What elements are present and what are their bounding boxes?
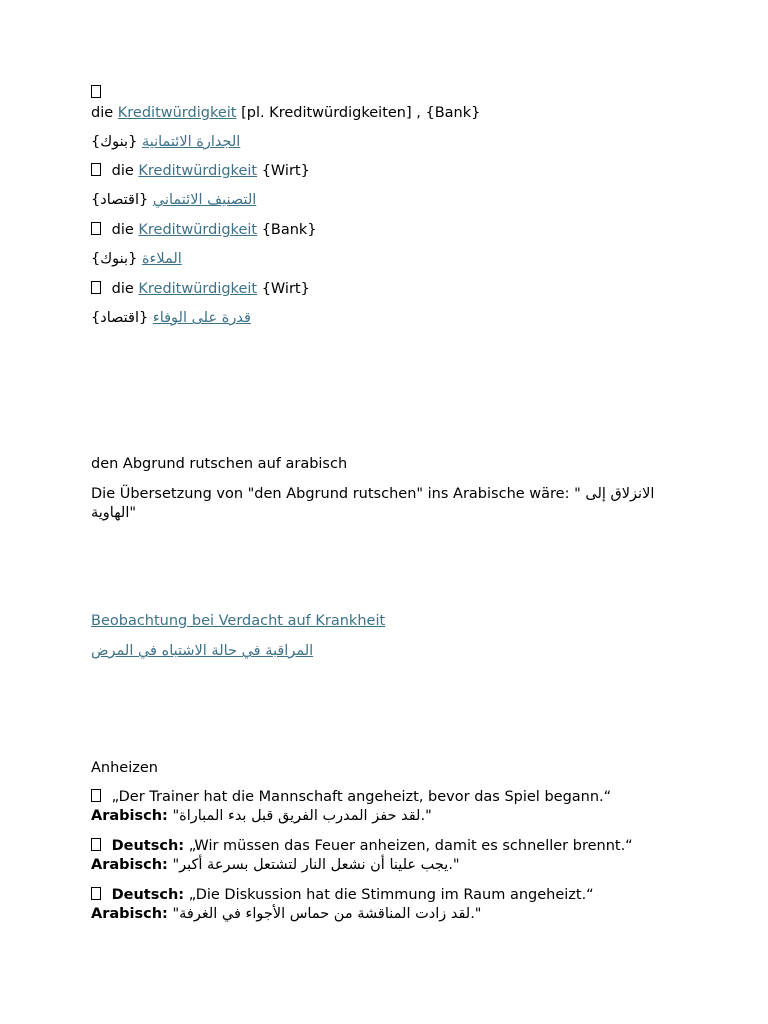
domain-tag: {اقتصاد} (91, 192, 149, 208)
arabic-label: Arabisch: (91, 857, 168, 873)
term-link[interactable]: Kreditwürdigkeit (117, 105, 237, 121)
term-suffix: [pl. Kreditwürdigkeiten] , {Bank} (241, 105, 481, 121)
arabic-label: Arabisch: (91, 808, 168, 824)
example-text-ar: "لقد حفز المدرب الفريق قبل بدء المباراة." (172, 808, 432, 824)
bullet-icon (91, 838, 101, 851)
section-heading-anheizen: Anheizen (91, 760, 158, 776)
phrase-row-ar (91, 642, 681, 661)
domain-tag: {اقتصاد} (91, 310, 149, 326)
entry-row-2 (91, 162, 681, 181)
example-text-de: „Die Diskussion hat die Stimmung im Raum angeheizt.“ (188, 887, 594, 903)
translation-link[interactable]: التصنيف الائتماني (152, 192, 257, 208)
example-3-de (91, 886, 681, 905)
translation-row-4 (91, 309, 681, 328)
example-text-ar: "لقد زادت المناقشة من حماس الأجواء في الغرفة." (172, 906, 482, 922)
article: die (91, 105, 114, 121)
bullet-icon (91, 163, 101, 176)
translation-link[interactable]: قدرة على الوفاء (152, 310, 251, 326)
domain-tag: {بنوك} (91, 134, 138, 150)
entry-row-3 (91, 221, 681, 240)
term-suffix: {Wirt} (261, 163, 310, 179)
phrase-link-de[interactable]: Beobachtung bei Verdacht auf Krankheit (91, 613, 386, 629)
translation-link[interactable]: الملاءة (141, 251, 182, 267)
term-link[interactable]: Kreditwürdigkeit (138, 222, 258, 238)
arabic-label: Arabisch: (91, 906, 168, 922)
bullet-icon (91, 222, 101, 235)
article: die (111, 281, 134, 297)
example-text-ar: "يجب علينا أن نشعل النار لتشتعل بسرعة أكبر." (172, 857, 460, 873)
example-2-de (91, 837, 681, 856)
german-label: Deutsch: (111, 887, 185, 903)
article: die (111, 222, 134, 238)
entry-row-4 (91, 280, 681, 299)
phrase-row-de (91, 612, 681, 631)
term-link[interactable]: Kreditwürdigkeit (138, 163, 258, 179)
translation-row-2 (91, 191, 681, 210)
bullet-icon (91, 789, 101, 802)
example-3-ar (91, 905, 681, 924)
translation-paragraph: Die Übersetzung von "den Abgrund rutschen" ins Arabische wäre: " الانزلاق إلى الهاوية" (91, 486, 655, 521)
translation-link[interactable]: الجدارة الائتمانية (141, 134, 241, 150)
example-2-ar (91, 856, 681, 875)
bullet-row (91, 84, 681, 103)
example-text-de: „Wir müssen das Feuer anheizen, damit es schneller brennt.“ (188, 838, 633, 854)
example-text-de: „Der Trainer hat die Mannschaft angeheizt, bevor das Spiel begann.“ (111, 789, 612, 805)
term-suffix: {Bank} (261, 222, 317, 238)
term-link[interactable]: Kreditwürdigkeit (138, 281, 258, 297)
translation-row-1 (91, 133, 681, 152)
section-heading-abgrund: den Abgrund rutschen auf arabisch (91, 456, 348, 472)
phrase-link-ar[interactable]: المراقبة في حالة الاشتباه في المرض (91, 643, 314, 659)
term-suffix: {Wirt} (261, 281, 310, 297)
bullet-icon (91, 85, 101, 98)
article: die (111, 163, 134, 179)
german-label: Deutsch: (111, 838, 185, 854)
translation-row-3 (91, 250, 681, 269)
example-1-de (91, 788, 681, 807)
entry-row-1 (91, 104, 681, 123)
bullet-icon (91, 281, 101, 294)
bullet-icon (91, 887, 101, 900)
domain-tag: {بنوك} (91, 251, 138, 267)
example-1-ar (91, 807, 681, 826)
